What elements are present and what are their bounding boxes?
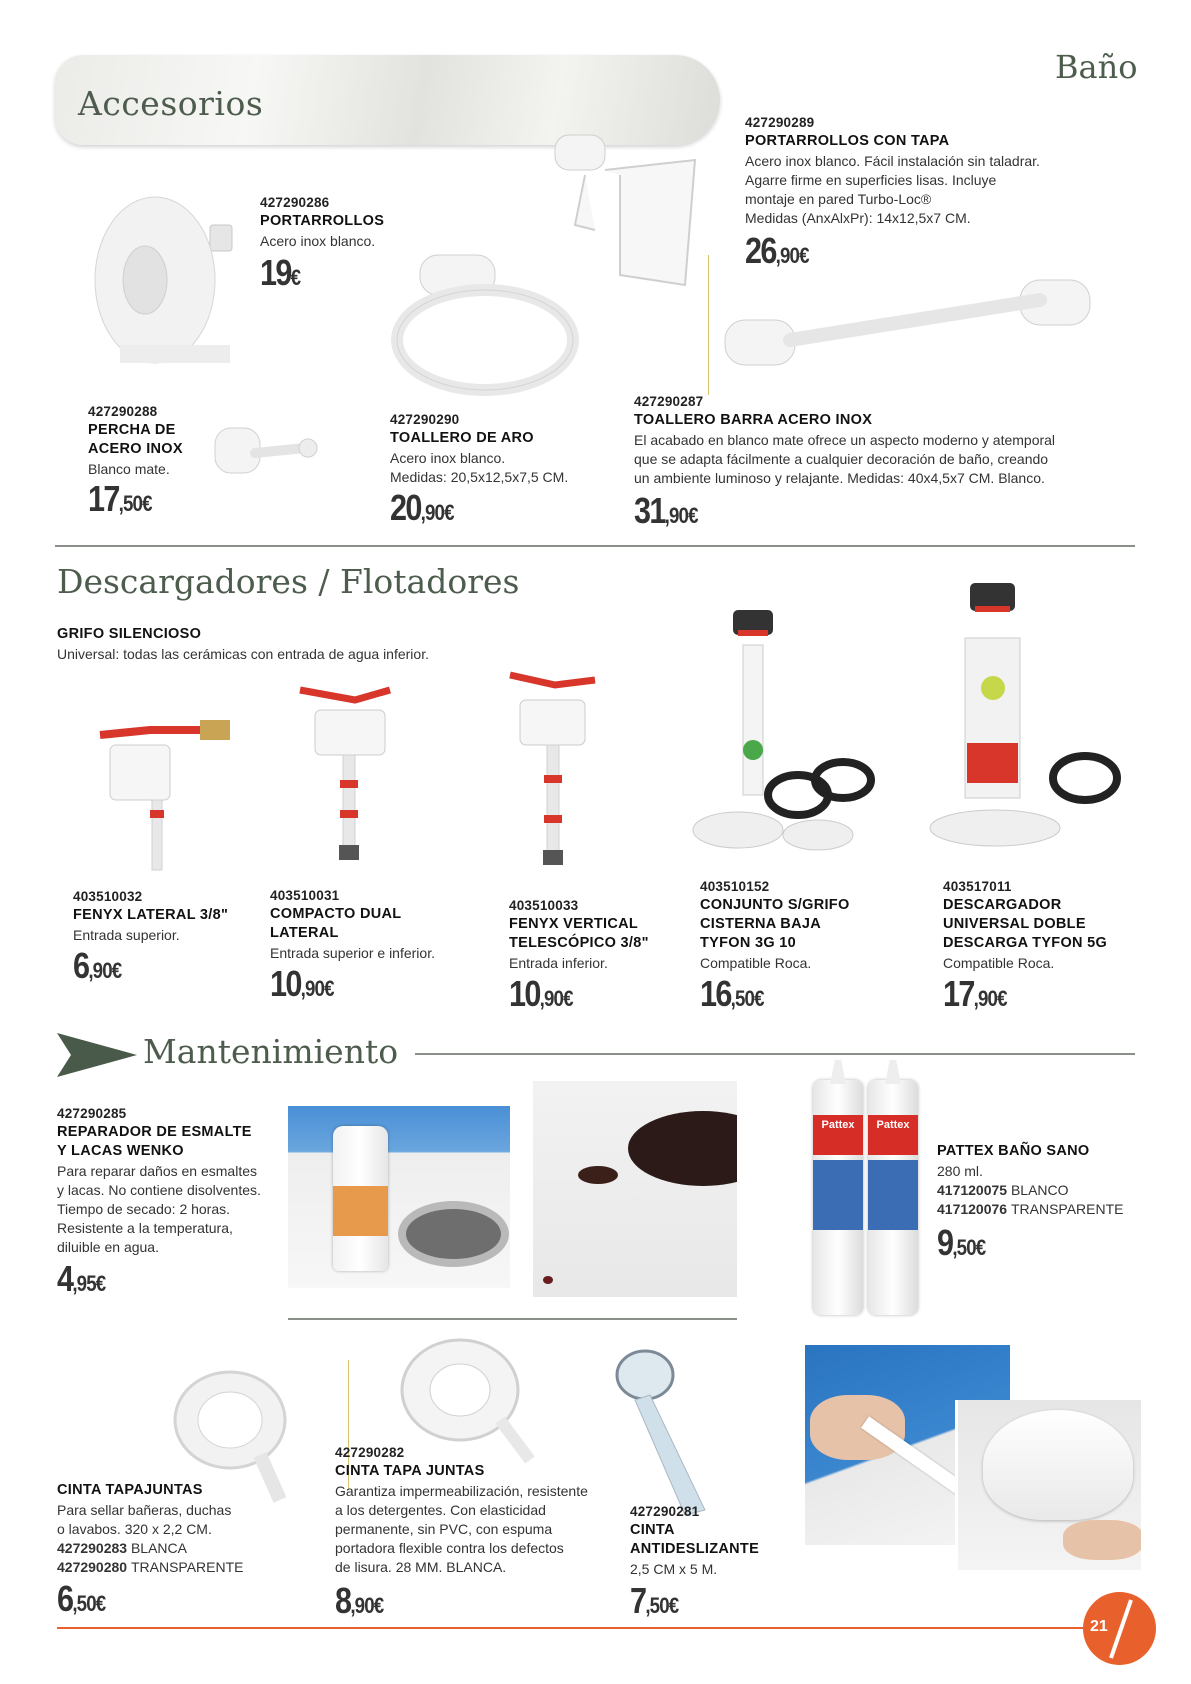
- page-number: 21: [1090, 1618, 1108, 1635]
- product-name: FENYX LATERAL 3/8": [73, 907, 229, 923]
- towel-ring-image: [390, 250, 585, 400]
- product-desc: Entrada inferior.: [509, 955, 608, 971]
- product-desc: montaje en pared Turbo-Loc®: [745, 191, 932, 207]
- price-decimal: ,50: [730, 986, 755, 1011]
- product-desc: Acero inox blanco.: [390, 450, 506, 466]
- robe-hook-image: [210, 418, 320, 488]
- price-decimal: ,90: [775, 243, 800, 268]
- price-integer: 17: [88, 478, 119, 519]
- product-price: [509, 973, 574, 1015]
- divider-vertical: [708, 255, 709, 395]
- pattex-tubes-image: [808, 1060, 923, 1320]
- variant-code: 427290283: [57, 1540, 128, 1556]
- product-name: FENYX VERTICAL: [509, 916, 639, 932]
- product-name: UNIVERSAL DOBLE: [943, 916, 1086, 932]
- price-integer: 31: [634, 490, 665, 531]
- antislip-tape-image: [610, 1345, 720, 1520]
- float-valve-image: [90, 700, 240, 875]
- product-name: ANTIDESLIZANTE: [630, 1541, 760, 1557]
- product-name: LATERAL: [270, 925, 339, 941]
- variant-line: [57, 1558, 244, 1578]
- product-code: 427290285: [57, 1106, 127, 1121]
- product-name: PORTARROLLOS: [260, 213, 385, 229]
- price-integer: 17: [943, 973, 974, 1014]
- price-decimal: ,90: [88, 958, 112, 983]
- product-code: 427290290: [390, 412, 460, 427]
- section-title-accesorios: Accesorios: [78, 84, 264, 123]
- product-desc: Blanco mate.: [88, 461, 170, 477]
- product-name: TELESCÓPICO 3/8": [509, 935, 649, 951]
- price-currency: €: [668, 1593, 680, 1618]
- price-decimal: ,90: [350, 1593, 374, 1618]
- flush-valve-image: [925, 578, 1125, 853]
- product-desc: o lavabos. 320 x 2,2 CM.: [57, 1521, 212, 1537]
- variant-code: 417120075: [937, 1182, 1008, 1198]
- product-desc: que se adapta fácilmente a cualquier decoración de baño, creando: [634, 451, 1049, 467]
- product-desc: y lacas. No contiene disolventes.: [57, 1182, 261, 1198]
- price-integer: 26: [745, 230, 776, 271]
- footer-rule: [57, 1627, 1094, 1629]
- product-desc: Para reparar daños en esmaltes: [57, 1163, 257, 1179]
- product-code: 427290286: [260, 195, 330, 210]
- product-name: CINTA: [630, 1522, 675, 1538]
- enamel-repair-photo: [288, 1106, 510, 1288]
- product-name: TYFON 3G 10: [700, 935, 796, 951]
- small-stain: [543, 1276, 553, 1284]
- product-desc: 280 ml.: [937, 1163, 983, 1179]
- product-price: [630, 1580, 679, 1622]
- grifo-desc: Universal: todas las cerámicas con entrada de agua inferior.: [57, 646, 429, 662]
- price-decimal: ,90: [973, 986, 998, 1011]
- product-code: 403510033: [509, 898, 579, 913]
- divider-horizontal: [288, 1318, 737, 1320]
- product-name: COMPACTO DUAL: [270, 906, 402, 922]
- product-desc: de lisura. 28 MM. BLANCA.: [335, 1559, 507, 1575]
- product-price: [634, 490, 699, 532]
- price-currency: €: [111, 958, 123, 983]
- product-price: [270, 963, 335, 1005]
- product-name: Y LACAS WENKO: [57, 1143, 184, 1159]
- product-desc: Para sellar bañeras, duchas: [57, 1502, 232, 1518]
- product-desc: Entrada superior e inferior.: [270, 945, 435, 961]
- product-desc: Compatible Roca.: [700, 955, 812, 971]
- product-code: 403517011: [943, 879, 1012, 894]
- enamel-application-photo: [533, 1081, 737, 1297]
- product-price: [57, 1258, 106, 1300]
- price-decimal: ,90: [539, 986, 564, 1011]
- label-right: [868, 1115, 918, 1155]
- price-integer: 10: [270, 963, 301, 1004]
- cistern-set-image: [688, 600, 878, 860]
- bottle-label: [333, 1186, 388, 1236]
- price-decimal: ,95: [72, 1271, 96, 1296]
- label-left: [813, 1115, 863, 1155]
- price-decimal: ,50: [118, 491, 143, 516]
- product-price: [335, 1580, 384, 1622]
- product-name: DESCARGADOR: [943, 897, 1062, 913]
- variant-line: [937, 1181, 1069, 1201]
- band-left: [813, 1160, 863, 1230]
- price-integer: 16: [700, 973, 731, 1014]
- variant-label: BLANCA: [130, 1540, 187, 1556]
- price-currency: €: [142, 491, 153, 516]
- brand-label: Pattex: [821, 1119, 855, 1131]
- price-integer: 9: [937, 1222, 953, 1263]
- price-integer: 6: [73, 945, 89, 986]
- product-code: 427290282: [335, 1445, 405, 1460]
- product-desc: a los detergentes. Con elasticidad: [335, 1502, 546, 1518]
- product-price: [745, 230, 810, 272]
- product-desc: permanente, sin PVC, con espuma: [335, 1521, 553, 1537]
- hand-shape: [1063, 1520, 1141, 1560]
- product-price: [260, 252, 301, 294]
- price-currency: €: [563, 986, 574, 1011]
- price-integer: 6: [57, 1578, 73, 1619]
- product-desc: Medidas (AnxAlxPr): 14x12,5x7 CM.: [745, 210, 971, 226]
- product-desc: Compatible Roca.: [943, 955, 1055, 971]
- product-name: PATTEX BAÑO SANO: [937, 1143, 1090, 1159]
- product-code: 403510152: [700, 879, 770, 894]
- float-valve-image: [505, 665, 605, 875]
- product-name: REPARADOR DE ESMALTE: [57, 1124, 252, 1140]
- toilet-paper-holder-image: [80, 185, 250, 365]
- price-currency: €: [95, 1591, 107, 1616]
- grifo-title: GRIFO SILENCIOSO: [57, 626, 202, 642]
- product-name: TOALLERO BARRA ACERO INOX: [634, 412, 873, 428]
- towel-bar-image: [720, 270, 1110, 380]
- product-code: 403510031: [270, 888, 340, 903]
- product-price: [73, 945, 122, 987]
- product-desc: Tiempo de secado: 2 horas.: [57, 1201, 231, 1217]
- variant-line: [937, 1200, 1124, 1220]
- section-divider: [415, 1053, 1135, 1055]
- toilet-shape: [983, 1410, 1133, 1520]
- product-desc: 2,5 CM x 5 M.: [630, 1561, 718, 1577]
- price-integer: 20: [390, 487, 421, 528]
- price-currency: €: [799, 243, 810, 268]
- product-desc: Acero inox blanco.: [260, 233, 376, 249]
- product-name: ACERO INOX: [88, 441, 183, 457]
- product-code: 427290288: [88, 404, 158, 419]
- product-code: 427290287: [634, 394, 704, 409]
- product-code: 427290289: [745, 115, 815, 130]
- price-decimal: ,50: [72, 1591, 96, 1616]
- brand-label: Pattex: [876, 1119, 910, 1131]
- section-title-mantenimiento: Mantenimiento: [143, 1032, 399, 1071]
- drain-shape: [398, 1201, 509, 1267]
- product-name: CINTA TAPA JUNTAS: [335, 1463, 485, 1479]
- product-code: 403510032: [73, 889, 143, 904]
- price-integer: 10: [509, 973, 540, 1014]
- price-decimal: ,90: [300, 976, 325, 1001]
- product-desc: Acero inox blanco. Fácil instalación sin taladrar.: [745, 153, 1040, 169]
- price-currency: €: [444, 500, 455, 525]
- price-currency: €: [975, 1235, 987, 1260]
- product-price: [57, 1578, 106, 1620]
- toilet-sealing-photo: [955, 1400, 1141, 1570]
- category-title: Baño: [1055, 48, 1138, 86]
- stain-shape: [578, 1166, 618, 1184]
- price-integer: 4: [57, 1258, 73, 1299]
- product-desc: Entrada superior.: [73, 927, 180, 943]
- product-price: [937, 1222, 986, 1264]
- product-desc: El acabado en blanco mate ofrece un aspecto moderno y atemporal: [634, 432, 1056, 448]
- variant-code: 427290280: [57, 1559, 128, 1575]
- product-desc: portadora flexible contra los defectos: [335, 1540, 564, 1556]
- nozzle-right: [885, 1060, 901, 1084]
- product-name: DESCARGA TYFON 5G: [943, 935, 1108, 951]
- price-currency: €: [324, 976, 335, 1001]
- product-name: CONJUNTO S/GRIFO: [700, 897, 850, 913]
- price-decimal: ,50: [952, 1235, 976, 1260]
- product-name: PERCHA DE: [88, 422, 176, 438]
- product-price: [700, 973, 765, 1015]
- variant-label: BLANCO: [1010, 1182, 1069, 1198]
- tape-roll-image: [390, 1335, 540, 1465]
- section-title-descargadores: Descargadores / Flotadores: [57, 562, 520, 601]
- price-currency: €: [290, 265, 302, 290]
- price-currency: €: [997, 986, 1008, 1011]
- nozzle-left: [830, 1060, 846, 1084]
- price-integer: 8: [335, 1580, 351, 1621]
- product-price: [390, 487, 455, 529]
- product-desc: Resistente a la temperatura,: [57, 1220, 233, 1236]
- product-desc: Agarre firme en superficies lisas. Incluye: [745, 172, 997, 188]
- product-desc: Garantiza impermeabilización, resistente: [335, 1483, 588, 1499]
- price-currency: €: [373, 1593, 385, 1618]
- product-name: PORTARROLLOS CON TAPA: [745, 133, 950, 149]
- price-integer: 19: [260, 252, 291, 293]
- product-name: CISTERNA BAJA: [700, 916, 821, 932]
- product-code: 427290281: [630, 1504, 700, 1519]
- arrow-icon: [57, 1033, 137, 1077]
- price-decimal: ,90: [420, 500, 445, 525]
- dark-surface: [628, 1111, 737, 1186]
- product-price: [943, 973, 1008, 1015]
- price-currency: €: [688, 503, 699, 528]
- price-decimal: ,50: [645, 1593, 669, 1618]
- price-currency: €: [95, 1271, 107, 1296]
- product-name: TOALLERO DE ARO: [390, 430, 534, 446]
- variant-code: 417120076: [937, 1201, 1008, 1217]
- product-price: [88, 478, 153, 520]
- price-decimal: ,90: [664, 503, 689, 528]
- price-currency: €: [754, 986, 765, 1011]
- product-desc: diluible en agua.: [57, 1239, 159, 1255]
- section-divider: [55, 545, 1135, 547]
- variant-line: [57, 1539, 187, 1559]
- price-integer: 7: [630, 1580, 646, 1621]
- product-desc: Medidas: 20,5x12,5x7,5 CM.: [390, 469, 569, 485]
- variant-label: TRANSPARENTE: [1010, 1201, 1124, 1217]
- variant-label: TRANSPARENTE: [130, 1559, 244, 1575]
- hand-shape: [810, 1395, 905, 1460]
- product-name: CINTA TAPAJUNTAS: [57, 1482, 203, 1498]
- product-desc: un ambiente luminoso y relajante. Medidas: 40x4,5x7 CM. Blanco.: [634, 470, 1045, 486]
- float-valve-image: [295, 680, 405, 870]
- band-right: [868, 1160, 918, 1230]
